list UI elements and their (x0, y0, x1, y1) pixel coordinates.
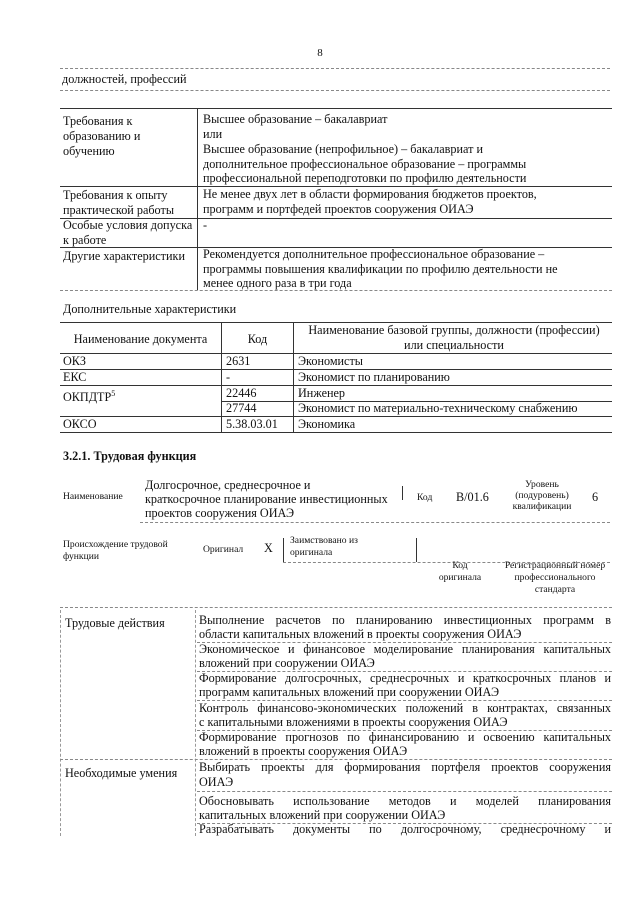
action-line: Выполнение расчетов по планированию инвестиционных программ в (199, 613, 611, 627)
req-special-label: Особые условия допуска к работе (63, 218, 193, 247)
additional-row-name: Экономика (298, 417, 356, 431)
action-line: с капитальными вложениями в проекты сооружения ОИАЭ (199, 715, 508, 729)
additional-row-doc: ОКПДТР$^5$ (63, 389, 116, 405)
additional-header-code: Код (247, 332, 268, 346)
additional-row-code: 22446 (226, 386, 257, 400)
skills-label: Необходимые умения (65, 766, 178, 780)
req-education-line-2: или (203, 127, 223, 141)
req-experience-line-2: программ и портфедей проектов сооружения ОИАЭ (203, 202, 474, 216)
top-rule (60, 68, 610, 69)
action-line: программ капитальных вложений при сооружении ОИАЭ (199, 685, 500, 699)
additional-row-name: Экономист по материально-техническому снабжению (298, 401, 578, 415)
code-original-line-1: Код (452, 560, 468, 571)
original-label: Оригинал (203, 544, 244, 555)
function-name-label: Наименование (63, 491, 123, 502)
action-line: области капитальных вложений в проекты сооружения ОИАЭ (199, 627, 522, 641)
code-original-line-2: оригинала (438, 572, 482, 583)
action-line: Экономическое и финансовое моделирование планирования капитальных (199, 642, 611, 656)
req-experience-line-1: Не менее двух лет в области формирования бюджетов проектов, (203, 187, 537, 201)
action-line: Формирование долгосрочных, среднесрочных и краткосрочных планов и (199, 671, 611, 685)
additional-row-code: 27744 (226, 401, 257, 415)
level-label-line-1: Уровень (525, 479, 559, 490)
skill-line: Разрабатывать документы по долгосрочному, среднесрочному и (199, 822, 611, 836)
req-other-line-3: менее одного раза в три года (203, 276, 352, 290)
function-level: 6 (592, 490, 599, 504)
function-code-label: Код (417, 492, 433, 503)
req-experience-label: Требования к опыту практической работы (63, 188, 175, 217)
function-code: B/01.6 (456, 490, 489, 504)
borrowed-label-line-1: Заимствовано из (290, 535, 358, 546)
continuation-text: должностей, профессий (62, 72, 187, 86)
req-education-line-1: Высшее образование – бакалавриат (203, 112, 388, 126)
additional-row-code: - (226, 370, 231, 384)
req-other-label: Другие характеристики (63, 249, 185, 263)
function-name-line-2: краткосрочное планирование инвестиционных (145, 492, 388, 506)
reg-number-line-1: Регистрационный номер (504, 560, 606, 571)
footnote-mark: 5 (111, 389, 116, 398)
origin-label-line-1: Происхождение трудовой (63, 539, 168, 550)
additional-row-name: Экономисты (298, 354, 363, 368)
req-education-line-3: Высшее образование (непрофильное) – бакалавриат и (203, 142, 484, 156)
additional-header-doc: Наименование документа (73, 332, 208, 346)
additional-row-doc: ОКЗ (63, 354, 87, 368)
origin-label-line-2: функции (63, 551, 99, 562)
skill-line: ОИАЭ (199, 775, 234, 789)
skill-line: Выбирать проекты для формирования портфеля проектов сооружения (199, 760, 611, 774)
function-heading: 3.2.1. Трудовая функция (63, 449, 197, 463)
function-name-line-1: Долгосрочное, среднесрочное и (145, 478, 311, 492)
function-name-line-3: проектов сооружения ОИАЭ (145, 506, 295, 520)
skill-line: Обосновывать использование методов и моделей планирования (199, 794, 611, 808)
additional-header-name: Наименование базовой группы, должности (профессии) или специальности (308, 323, 600, 352)
action-line: вложений в проекты сооружения ОИАЭ (199, 744, 408, 758)
additional-title: Дополнительные характеристики (63, 302, 237, 316)
actions-label: Трудовые действия (65, 616, 165, 630)
additional-row-code: 2631 (226, 354, 251, 368)
req-education-line-5: профессиональной переподготовки по профилю деятельности (203, 171, 527, 185)
action-line: Контроль финансово-экономических положений в контрактах, связанных (199, 701, 611, 715)
additional-row-name: Инженер (298, 386, 346, 400)
additional-row-doc: ОКСО (63, 417, 97, 431)
req-other-line-2: программы повышения квалификации по профилю деятельности не (203, 262, 558, 276)
additional-row-doc: ЕКС (63, 370, 87, 384)
borrowed-label-line-2: оригинала (290, 547, 333, 558)
reg-number-line-3: стандарта (534, 584, 576, 595)
action-line: вложений при сооружении ОИАЭ (199, 656, 375, 670)
action-line: Формирование прогнозов по финансированию и освоению капитальных (199, 730, 611, 744)
req-education-label: Требования к образованию и обучению (63, 114, 141, 158)
reg-number-line-2: профессионального (514, 572, 596, 583)
level-label-line-2: (подуровень) (515, 490, 569, 501)
continuation-rule (60, 90, 610, 91)
additional-row-code: 5.38.03.01 (226, 417, 278, 431)
original-mark[interactable]: X (264, 541, 273, 555)
page-number: 8 (317, 47, 323, 59)
additional-row-name: Экономист по планированию (298, 370, 450, 384)
req-education-line-4: дополнительное профессиональное образование – программы (203, 157, 527, 171)
req-special-value: - (203, 218, 208, 232)
level-label-line-3: квалификации (512, 501, 572, 512)
req-other-line-1: Рекомендуется дополнительное профессиональное образование – (203, 247, 545, 261)
skill-line: капитальных вложений при сооружении ОИАЭ (199, 808, 446, 822)
